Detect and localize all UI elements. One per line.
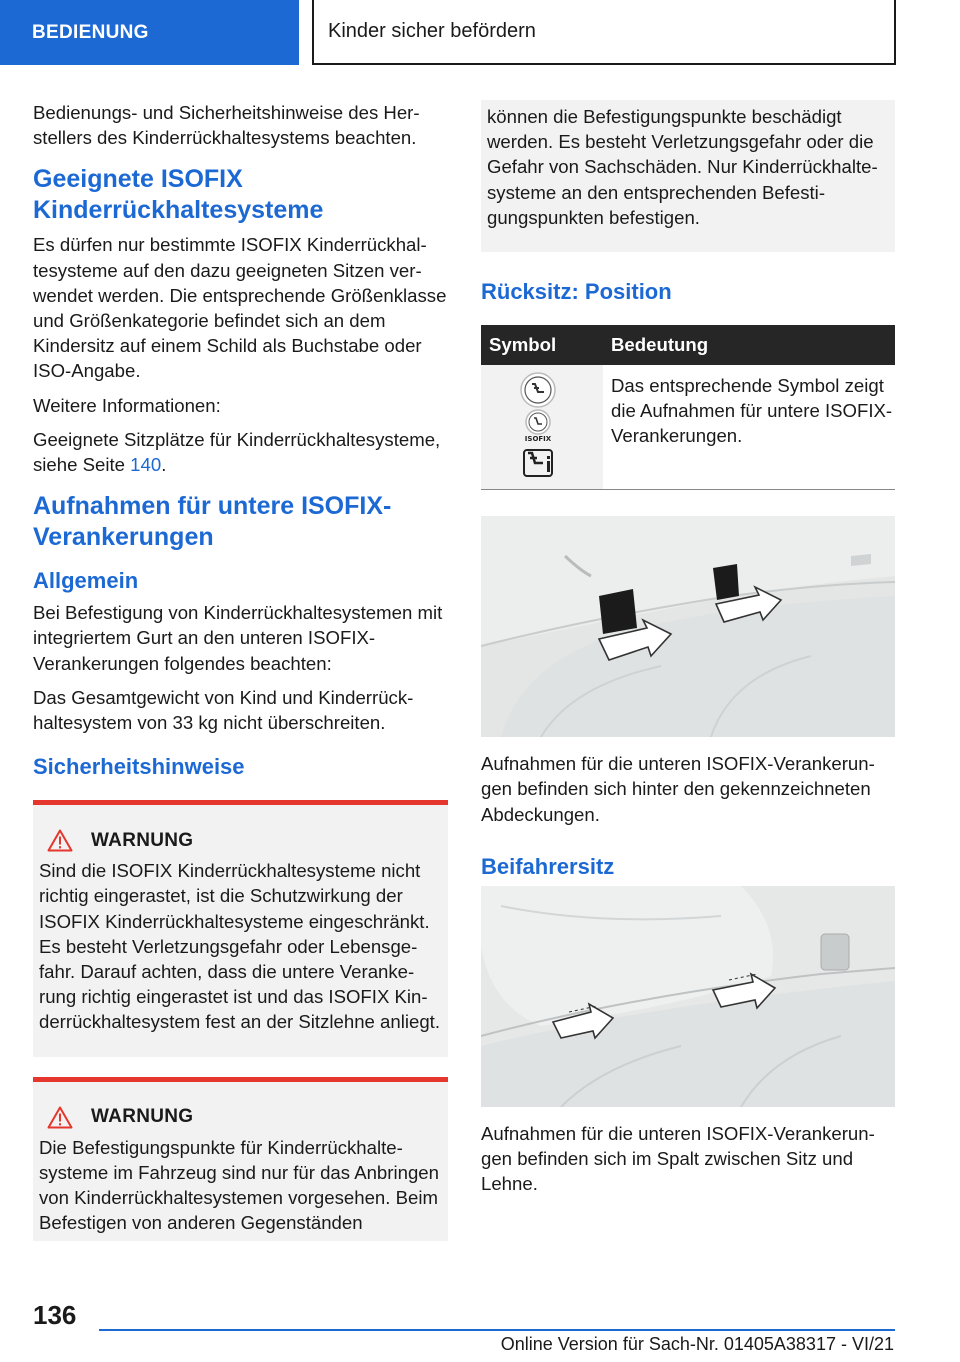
warning-box-1: [33, 800, 448, 1056]
footer-divider: [99, 1329, 895, 1331]
left-column: [33, 100, 448, 1241]
online-version-text: Online Version für Sach-Nr. 01405A38317 - VI/21: [500, 1334, 894, 1354]
isofix-symbol-cell: [481, 365, 603, 490]
warning-box-2: [33, 1077, 448, 1242]
page-number: 136: [33, 1300, 77, 1330]
warning-title: WARNUNG: [91, 1106, 194, 1128]
table-row: [481, 365, 895, 490]
heading-general: Allgemein: [33, 568, 139, 594]
passenger-seat-figure: [481, 886, 895, 1107]
general-paragraph-1: Bei Befestigung von Kinderrückhaltesystemen mit integriertem Gurt an den unteren ISOFIX-Verankerungen folgendes beachten:: [33, 602, 443, 674]
warning-triangle-icon: [47, 1106, 73, 1129]
heading-passenger-seat: Beifahrersitz: [481, 853, 615, 879]
general-paragraph-2: Das Gesamtgewicht von Kind und Kinderrückhaltesystem von 33 kg nicht überschreiten.: [33, 686, 414, 734]
rear-seat-caption: Aufnahmen für die unteren ISOFIX-Verankerungen befinden sich hinter den gekennzeichneten Abdeckungen.: [481, 753, 875, 825]
more-info-label: Weitere Informationen:: [33, 394, 221, 416]
page-link[interactable]: 140: [130, 454, 162, 476]
table-header-meaning: Bedeutung: [603, 325, 895, 365]
warning-title: WARNUNG: [91, 829, 194, 851]
isofix-symbols-icon: [481, 365, 595, 483]
heading-lower-anchorages: Aufnahmen für untere ISOFIX-Verankerungen: [33, 492, 392, 552]
isofix-label: ISOFIX: [524, 435, 552, 444]
seat-reference-end: .: [161, 454, 167, 476]
symbol-table: [481, 325, 895, 490]
chapter-title: Kinder sicher befördern: [312, 0, 896, 65]
seat-reference-text: Geeignete Sitzplätze für Kinderrückhaltesysteme, siehe Seite: [33, 428, 441, 476]
seat-reference-paragraph: [33, 427, 448, 477]
table-header-symbol: Symbol: [481, 325, 603, 365]
warning-triangle-icon: [47, 829, 73, 852]
table-cell-meaning: Das entsprechende Symbol zeigt die Aufnahmen für untere ISOFIX-Verankerungen.: [611, 375, 893, 447]
isofix-paragraph: Es dürfen nur bestimmte ISOFIX Kinderrückhaltesysteme auf den dazu geeigneten Sitzen verwendet werden. Die entsprechende Größenklasse und Größenkategorie befindet sich an dem Kindersitz auf einem Schild als Buchstabe oder ISO-Angabe.: [33, 234, 447, 382]
warning-text-1: Sind die ISOFIX Kinderrückhaltesysteme nicht richtig eingerastet, ist die Schutzwirkung der ISOFIX Kinderrückhaltesysteme eingeschränkt. Es besteht Verletzungsgefahr oder Lebensgefahr. Darauf achten, dass die untere Verankerung richtig eingerastet ist und das ISOFIX Kinderrückhaltesystem fest an der Sitzlehne anliegt.: [39, 860, 441, 1033]
heading-isofix-systems: Geeignete ISOFIX Kinderrückhaltesysteme: [33, 165, 324, 225]
intro-paragraph: Bedienungs- und Sicherheitshinweise des Herstellers des Kinderrückhaltesystems beachten.: [33, 102, 420, 149]
heading-rear-seat: Rücksitz: Position: [481, 279, 672, 305]
rear-seat-figure: [481, 516, 895, 737]
warning-continuation-box: [481, 100, 895, 252]
heading-safety: Sicherheitshinweise: [33, 754, 245, 780]
right-column: [481, 100, 895, 1205]
warning-text-2: Die Befestigungspunkte für Kinderrückhaltesysteme im Fahrzeug sind nur für das Anbringen von Kinderrückhaltesystemen vorgesehen. Beim Befestigen von anderen Gegenständen: [39, 1136, 439, 1234]
section-tab[interactable]: BEDIENUNG: [0, 0, 299, 65]
passenger-seat-caption: Aufnahmen für die unteren ISOFIX-Verankerungen befinden sich im Spalt zwischen Sitz und Lehne.: [481, 1122, 875, 1195]
warning-continuation-text: können die Befestigungspunkte beschädigt werden. Es besteht Verletzungsgefahr oder die Gefahr von Sachschäden. Nur Kinderrückhaltesysteme an den entsprechenden Befestigungspunkten befestigen.: [487, 106, 878, 228]
